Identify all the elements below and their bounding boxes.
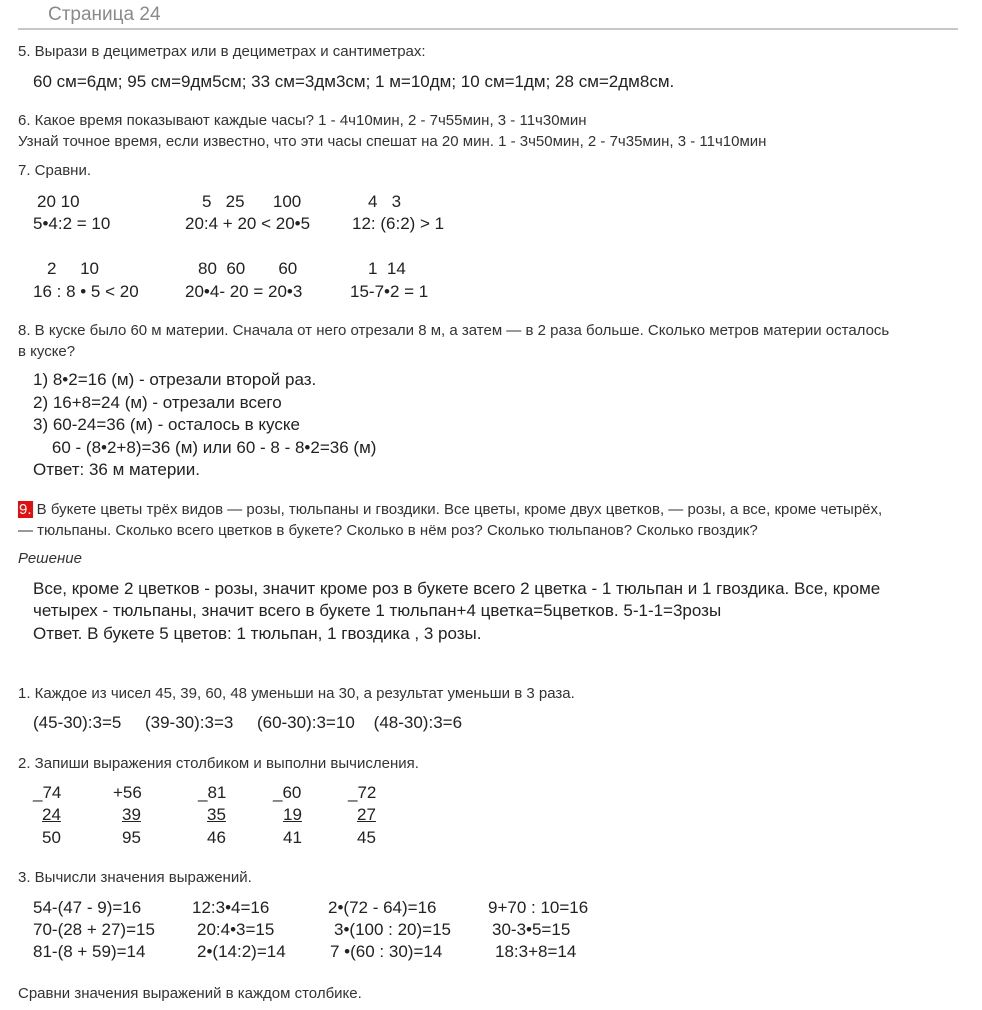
task7-expr: 12: (6:2) > 1 <box>352 214 445 233</box>
task3-question: 3. Вычисли значения выражений. <box>18 869 252 886</box>
column-calc-b: 19 <box>283 805 302 824</box>
task1-question: 1. Каждое из чисел 45, 39, 60, 48 уменьши на 30, а результат уменьши в 3 раза. <box>18 685 575 702</box>
task7-top: 5 25 100 <box>202 192 302 211</box>
column-calc-a: _74 <box>33 783 62 802</box>
task7-expr: 15-7•2 = 1 <box>350 282 429 301</box>
task7-expr: 5•4:2 = 10 <box>33 214 111 233</box>
column-calc-a: _81 <box>198 783 227 802</box>
task3-expr: 7 •(60 : 30)=14 <box>330 942 443 961</box>
task3-expr: 20:4•3=15 <box>197 920 275 939</box>
task7-expr: 16 : 8 • 5 < 20 <box>33 282 139 301</box>
column-calc-b: 39 <box>122 805 141 824</box>
task6-line2: Узнай точное время, если известно, что эти часы спешат на 20 мин. 1 - 3ч50мин, 2 - 7ч35мин, 3 - 11ч10мин <box>18 133 767 150</box>
task7-question: 7. Сравни. <box>18 162 91 179</box>
task5-question: 5. Вырази в дециметрах или в дециметрах и сантиметрах: <box>18 43 426 60</box>
task8-line: 1) 8•2=16 (м) - отрезали второй раз. <box>33 370 317 389</box>
task9-solution: Все, кроме 2 цветков - розы, значит кроме роз в букете всего 2 цветка - 1 тюльпан и 1 гвоздика. Все, кроме <box>33 579 881 598</box>
column-calc-b: 27 <box>357 805 376 824</box>
task3-expr: 2•(72 - 64)=16 <box>328 898 437 917</box>
task3-expr: 70-(28 + 27)=15 <box>33 920 155 939</box>
column-calc-b: 24 <box>42 805 61 824</box>
task7-top: 1 14 <box>368 259 406 278</box>
task3-expr: 12:3•4=16 <box>192 898 270 917</box>
column-calc-result: 50 <box>42 828 61 847</box>
task9-solution: четырех - тюльпаны, значит всего в букете 1 тюльпан+4 цветка=5цветков. 5-1-1=3розы <box>33 601 722 620</box>
task9-question-text: В букете цветы трёх видов — розы, тюльпаны и гвоздики. Все цветы, кроме двух цветков, — розы, а все, кроме четырёх, <box>32 501 883 518</box>
column-calc-result: 46 <box>207 828 226 847</box>
task3-footer: Сравни значения выражений в каждом столбике. <box>18 985 362 1002</box>
task3-expr: 54-(47 - 9)=16 <box>33 898 142 917</box>
task9-number: 9. <box>19 501 32 518</box>
column-calc-result: 95 <box>122 828 141 847</box>
task8-line: 3) 60-24=36 (м) - осталось в куске <box>33 415 300 434</box>
column-calc-result: 41 <box>283 828 302 847</box>
task8-question: в куске? <box>18 343 76 360</box>
task9-question: — тюльпаны. Сколько всего цветков в букете? Сколько в нём роз? Сколько тюльпанов? Сколько гвоздик? <box>18 522 758 539</box>
task8-line: 60 - (8•2+8)=36 (м) или 60 - 8 - 8•2=36 (м) <box>33 438 377 457</box>
column-calc-b: 35 <box>207 805 226 824</box>
task8-line: 2) 16+8=24 (м) - отрезали всего <box>33 393 282 412</box>
column-calc-a: +56 <box>113 783 142 802</box>
task3-expr: 9+70 : 10=16 <box>488 898 589 917</box>
task7-top: 80 60 60 <box>198 259 298 278</box>
page-title: Страница 24 <box>48 4 161 25</box>
solution-label: Решение <box>18 550 82 567</box>
page-header <box>18 0 958 30</box>
task3-expr: 30-3•5=15 <box>492 920 571 939</box>
task3-expr: 18:3+8=14 <box>495 942 577 961</box>
task3-expr: 2•(14:2)=14 <box>197 942 286 961</box>
task1-answer: (45-30):3=5 (39-30):3=3 (60-30):3=10 (48-30):3=6 <box>33 713 463 732</box>
task7-expr: 20•4- 20 = 20•3 <box>185 282 303 301</box>
task3-expr: 3•(100 : 20)=15 <box>334 920 452 939</box>
task7-expr: 20:4 + 20 < 20•5 <box>185 214 311 233</box>
task9-answer: Ответ. В букете 5 цветов: 1 тюльпан, 1 гвоздика , 3 розы. <box>33 624 482 643</box>
task7-top: 4 3 <box>368 192 402 211</box>
task5-answer: 60 см=6дм; 95 см=9дм5см; 33 см=3дм3см; 1 м=10дм; 10 см=1дм; 28 см=2дм8см. <box>33 72 675 91</box>
task2-question: 2. Запиши выражения столбиком и выполни вычисления. <box>18 755 419 772</box>
task6-line1: 6. Какое время показывают каждые часы? 1 - 4ч10мин, 2 - 7ч55мин, 3 - 11ч30мин <box>18 112 587 129</box>
task8-answer: Ответ: 36 м материи. <box>33 460 201 479</box>
task9-question <box>18 499 882 520</box>
task3-expr: 81-(8 + 59)=14 <box>33 942 146 961</box>
task7-top: 2 10 <box>47 259 99 278</box>
column-calc-a: _60 <box>273 783 302 802</box>
task7-top: 20 10 <box>37 192 80 211</box>
task8-question: 8. В куске было 60 м материи. Сначала от него отрезали 8 м, а затем — в 2 раза больше. Сколько метров материи осталось <box>18 322 890 339</box>
column-calc-result: 45 <box>357 828 376 847</box>
column-calc-a: _72 <box>348 783 377 802</box>
